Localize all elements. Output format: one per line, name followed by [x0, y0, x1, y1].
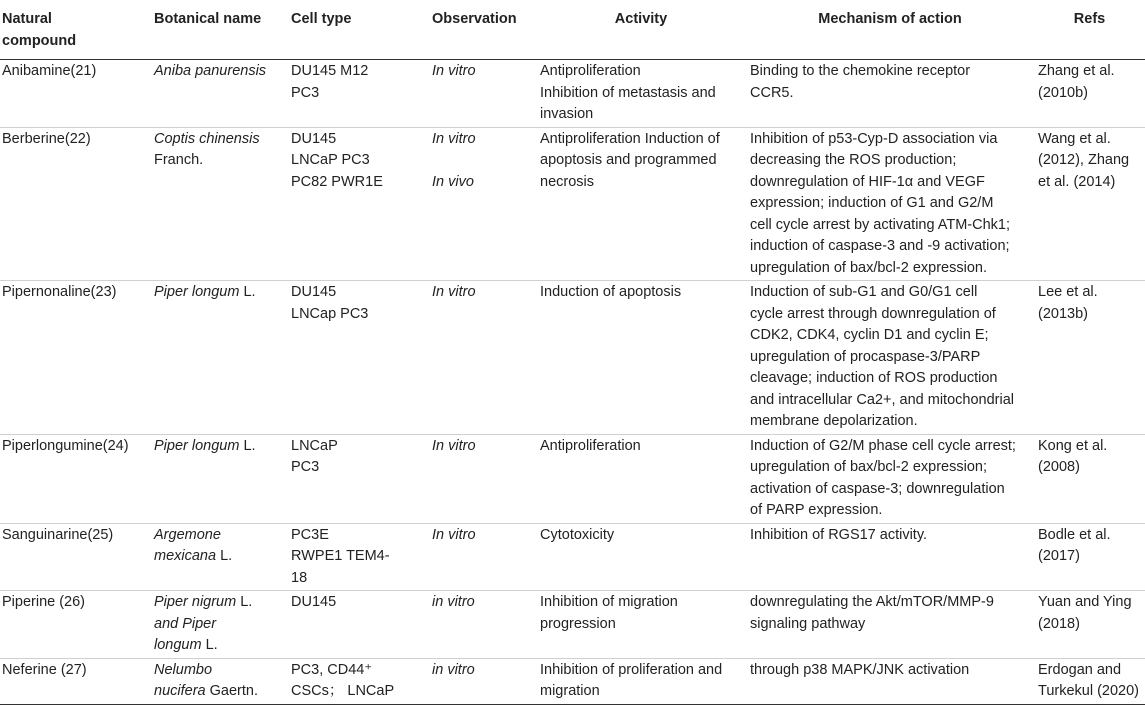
cell-cell-type-line: PC82 PWR1E — [291, 173, 383, 190]
cell-mechanism-of-action-line: of PARP expression. — [750, 502, 883, 518]
header-refs: Refs — [1034, 0, 1145, 60]
cell-refs-line: (2018) — [1038, 615, 1080, 632]
cell-cell-type — [287, 127, 428, 281]
cell-botanical-name-line — [154, 150, 283, 172]
cell-observation — [428, 434, 536, 523]
cell-botanical-name — [150, 658, 287, 704]
table-row — [0, 60, 1145, 128]
cell-refs — [1034, 523, 1145, 591]
cell-mechanism-of-action — [746, 523, 1034, 591]
cell-activity-line: migration — [540, 683, 600, 699]
cell-refs — [1034, 281, 1145, 435]
cell-natural-compound — [0, 434, 150, 523]
cell-cell-type-line: LNCap PC3 — [291, 305, 369, 322]
cell-activity-line: Antiproliferation — [540, 437, 641, 454]
cell-botanical-name — [150, 60, 287, 128]
cell-cell-type-line: LNCaP — [291, 437, 338, 454]
cell-mechanism-of-action-line: Inhibition of p53-Cyp-D association via — [750, 130, 998, 147]
cell-natural-compound — [0, 523, 150, 591]
cell-mechanism-of-action — [746, 658, 1034, 704]
botanical-plain-text: L. — [239, 437, 256, 454]
cell-activity — [536, 127, 746, 281]
cell-refs-line: (2010b) — [1038, 84, 1088, 101]
botanical-plain-text: L. — [216, 548, 233, 564]
cell-natural-compound-line: Piperlongumine(24) — [2, 437, 129, 454]
cell-mechanism-of-action-line: Inhibition of RGS17 activity. — [750, 526, 928, 543]
botanical-italic-text: Aniba panurensis — [154, 63, 267, 79]
cell-mechanism-of-action-line: Binding to the chemokine receptor — [750, 63, 971, 79]
cell-observation-line — [432, 150, 532, 172]
cell-cell-type-line: RWPE1 TEM4- — [291, 548, 390, 564]
cell-natural-compound-line: Piperine (26) — [2, 594, 86, 610]
cell-activity — [536, 591, 746, 659]
botanical-plain-text: L. — [239, 284, 256, 300]
cell-observation-line: In vitro — [432, 284, 476, 300]
cell-botanical-name-line — [154, 660, 283, 682]
cell-refs-line: et al. (2014) — [1038, 173, 1116, 190]
cell-mechanism-of-action-line: Induction of sub-G1 and G0/G1 cell — [750, 284, 978, 300]
cell-refs-line: Zhang et al. — [1038, 63, 1115, 79]
cell-refs — [1034, 658, 1145, 704]
cell-cell-type-line: PC3 — [291, 459, 320, 475]
botanical-plain-text: Gaertn. — [205, 683, 258, 699]
cell-cell-type — [287, 281, 428, 435]
cell-botanical-name — [150, 591, 287, 659]
cell-botanical-name — [150, 127, 287, 281]
cell-refs-line: Wang et al. — [1038, 130, 1111, 147]
cell-mechanism-of-action — [746, 434, 1034, 523]
cell-mechanism-of-action-line: CCR5. — [750, 84, 794, 101]
botanical-italic-text: and Piper — [154, 615, 217, 632]
cell-cell-type-line: PC3 — [291, 84, 320, 101]
header-observation: Observation — [428, 0, 536, 60]
cell-observation-line: in vitro — [432, 594, 475, 610]
cell-botanical-name-line — [154, 129, 283, 151]
cell-mechanism-of-action-line: upregulation of bax/bcl-2 expression. — [750, 259, 987, 276]
table-row — [0, 658, 1145, 704]
cell-mechanism-of-action-line: upregulation of bax/bcl-2 expression; — [750, 459, 987, 475]
cell-natural-compound — [0, 658, 150, 704]
cell-mechanism-of-action-line: downregulation of HIF-1α and VEGF — [750, 173, 985, 190]
cell-mechanism-of-action — [746, 127, 1034, 281]
cell-refs-line: Erdogan and — [1038, 661, 1122, 678]
cell-cell-type-line: DU145 — [291, 284, 337, 300]
cell-activity-line: apoptosis and programmed — [540, 152, 717, 168]
cell-activity — [536, 434, 746, 523]
cell-observation — [428, 127, 536, 281]
cell-botanical-name-line — [154, 592, 283, 614]
cell-mechanism-of-action-line: Induction of G2/M phase cell cycle arrest; — [750, 437, 1016, 454]
cell-activity-line: Antiproliferation Induction of — [540, 130, 720, 147]
cell-mechanism-of-action-line: induction of caspase-3 and -9 activation; — [750, 238, 1010, 254]
cell-refs-line: Yuan and Ying — [1038, 594, 1132, 610]
cell-activity-line: necrosis — [540, 173, 594, 190]
cell-activity-line: Inhibition of metastasis and — [540, 84, 716, 101]
cell-activity — [536, 658, 746, 704]
cell-activity-line: invasion — [540, 106, 594, 122]
table-row — [0, 434, 1145, 523]
cell-botanical-name-line — [154, 546, 283, 568]
cell-refs-line: Kong et al. — [1038, 437, 1108, 454]
botanical-italic-text: Piper longum — [154, 437, 240, 454]
table-header-row — [0, 0, 1145, 60]
botanical-italic-text: Piper nigrum — [154, 594, 237, 610]
cell-cell-type-line: DU145 — [291, 594, 337, 610]
cell-mechanism-of-action-line: signaling pathway — [750, 615, 866, 632]
cell-activity-line: Induction of apoptosis — [540, 284, 682, 300]
cell-observation-line: In vitro — [432, 130, 476, 147]
cell-mechanism-of-action-line: cell cycle arrest by activating ATM-Chk1; — [750, 216, 1011, 233]
cell-refs-line: (2017) — [1038, 548, 1080, 564]
table-row — [0, 281, 1145, 435]
cell-cell-type-line: DU145 M12 — [291, 63, 369, 79]
header-mechanism-of-action: Mechanism of action — [746, 0, 1034, 60]
table-row — [0, 127, 1145, 281]
cell-cell-type-line: CSCs； LNCaP — [291, 683, 395, 699]
cell-natural-compound-line: Berberine(22) — [2, 130, 91, 147]
cell-cell-type — [287, 434, 428, 523]
cell-refs — [1034, 434, 1145, 523]
cell-natural-compound — [0, 127, 150, 281]
cell-observation-line: In vivo — [432, 173, 474, 190]
cell-botanical-name — [150, 523, 287, 591]
cell-activity-line: Antiproliferation — [540, 63, 641, 79]
cell-natural-compound-line: Sanguinarine(25) — [2, 526, 114, 543]
cell-observation-line: In vitro — [432, 63, 476, 79]
cell-activity — [536, 60, 746, 128]
cell-observation-line: In vitro — [432, 526, 476, 543]
table-row — [0, 591, 1145, 659]
cell-mechanism-of-action-line: and intracellular Ca2+, and mitochondrial — [750, 391, 1014, 408]
cell-natural-compound — [0, 60, 150, 128]
cell-natural-compound-line: Neferine (27) — [2, 661, 87, 678]
cell-mechanism-of-action-line: expression; induction of G1 and G2/M — [750, 195, 994, 211]
cell-cell-type-line: 18 — [291, 569, 308, 586]
cell-mechanism-of-action — [746, 60, 1034, 128]
cell-botanical-name — [150, 434, 287, 523]
cell-refs — [1034, 591, 1145, 659]
cell-natural-compound — [0, 281, 150, 435]
cell-mechanism-of-action-line: through p38 MAPK/JNK activation — [750, 661, 970, 678]
cell-mechanism-of-action-line: membrane depolarization. — [750, 413, 918, 429]
cell-botanical-name-line — [154, 614, 283, 636]
cell-refs-line: (2013b) — [1038, 305, 1088, 322]
cell-cell-type — [287, 60, 428, 128]
cell-activity-line: Inhibition of migration — [540, 594, 678, 610]
cell-natural-compound — [0, 591, 150, 659]
cell-botanical-name-line — [154, 681, 283, 703]
cell-mechanism-of-action-line: CDK2, CDK4, cyclin D1 and cyclin E; — [750, 327, 989, 343]
botanical-italic-text: Piper longum — [154, 284, 240, 300]
cell-cell-type-line: PC3, CD44⁺ — [291, 661, 372, 678]
cell-activity-line: progression — [540, 615, 616, 632]
cell-mechanism-of-action-line: cycle arrest through downregulation of — [750, 305, 996, 322]
header-natural-compound: Natural compound — [0, 0, 150, 60]
botanical-plain-text: Franch. — [154, 152, 204, 168]
cell-cell-type-line: PC3E — [291, 526, 329, 543]
cell-refs-line: Turkekul (2020) — [1038, 683, 1140, 699]
cell-cell-type-line: DU145 — [291, 130, 337, 147]
cell-botanical-name-line — [154, 635, 283, 657]
cell-activity — [536, 523, 746, 591]
cell-mechanism-of-action — [746, 591, 1034, 659]
cell-mechanism-of-action-line: downregulating the Akt/mTOR/MMP-9 — [750, 594, 994, 610]
botanical-italic-text: nucifera — [154, 683, 206, 699]
cell-botanical-name-line — [154, 282, 283, 304]
cell-observation — [428, 591, 536, 659]
cell-cell-type — [287, 591, 428, 659]
cell-mechanism-of-action-line: cleavage; induction of ROS production — [750, 370, 998, 386]
cell-observation-line: in vitro — [432, 661, 475, 678]
cell-observation — [428, 523, 536, 591]
cell-activity — [536, 281, 746, 435]
cell-botanical-name-line — [154, 436, 283, 458]
cell-mechanism-of-action-line: upregulation of procaspase-3/PARP — [750, 348, 981, 365]
botanical-plain-text: L. — [201, 637, 218, 653]
cell-refs-line: Bodle et al. — [1038, 526, 1111, 543]
cell-botanical-name — [150, 281, 287, 435]
cell-mechanism-of-action-line: decreasing the ROS production; — [750, 152, 957, 168]
cell-refs-line: Lee et al. — [1038, 284, 1098, 300]
botanical-italic-text: Nelumbo — [154, 661, 213, 678]
botanical-italic-text: mexicana — [154, 548, 217, 564]
cell-observation — [428, 60, 536, 128]
table-body — [0, 60, 1145, 705]
header-cell-type: Cell type — [287, 0, 428, 60]
cell-mechanism-of-action — [746, 281, 1034, 435]
cell-refs-line: (2008) — [1038, 459, 1080, 475]
cell-botanical-name-line — [154, 61, 283, 83]
botanical-italic-text: longum — [154, 637, 202, 653]
cell-botanical-name-line — [154, 525, 283, 547]
cell-cell-type-line: LNCaP PC3 — [291, 152, 370, 168]
botanical-plain-text: L. — [236, 594, 253, 610]
table-row — [0, 523, 1145, 591]
cell-activity-line: Cytotoxicity — [540, 526, 615, 543]
cell-natural-compound-line: Pipernonaline(23) — [2, 284, 117, 300]
botanical-italic-text: Argemone — [154, 526, 221, 543]
header-activity: Activity — [536, 0, 746, 60]
cell-mechanism-of-action-line: activation of caspase-3; downregulation — [750, 480, 1005, 497]
cell-observation — [428, 658, 536, 704]
cell-refs — [1034, 127, 1145, 281]
botanical-italic-text: Coptis chinensis — [154, 130, 260, 147]
cell-activity-line: Inhibition of proliferation and — [540, 661, 723, 678]
cell-observation-line: In vitro — [432, 437, 476, 454]
cell-observation — [428, 281, 536, 435]
cell-natural-compound-line: Anibamine(21) — [2, 63, 97, 79]
cell-refs — [1034, 60, 1145, 128]
cell-refs-line: (2012), Zhang — [1038, 152, 1130, 168]
cell-cell-type — [287, 523, 428, 591]
cell-cell-type — [287, 658, 428, 704]
header-botanical-name: Botanical name — [150, 0, 287, 60]
